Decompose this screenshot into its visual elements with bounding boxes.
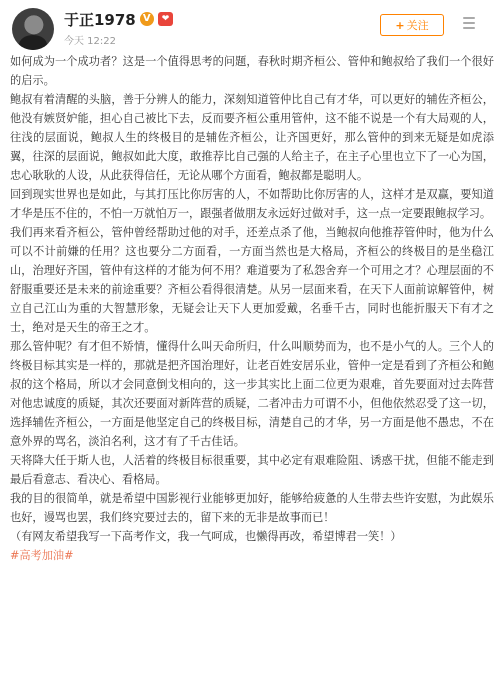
menu-icon[interactable] [458, 14, 480, 34]
verified-badge-icon: V [140, 12, 154, 26]
hashtag-line [10, 546, 494, 565]
post-paragraph: 鲍叔有着清醒的头脑，善于分辨人的能力，深刻知道管仲比自己有才华，可以更好的辅佐齐桓公，他没有嫉贤妒能，担心自己被比下去，反而要齐桓公重用管仲，这不能不说是一个有大局观的人，往浅的层面说，鲍叔人生的终极目的是辅佐齐桓公，让齐国更好，那么管仲的到来无疑是如虎添翼，往深的层面说，鲍叔如此大度，敢推荐比自己强的人给主子，在主子心里也立下了一心为国，忠心耿耿的人设，从此获得信任，无论从哪个方面看，鲍叔都是聪明人。 [10, 93, 494, 182]
follow-button[interactable] [380, 14, 444, 36]
plus-icon: + [395, 18, 405, 32]
post-paragraph: 回到现实世界也是如此，与其打压比你厉害的人，不如帮助比你厉害的人，这样才是双赢，要知道才华是压不住的，不怕一万就怕万一，跟强者做朋友永远好过做对手，这一点一定要跟鲍叔学习。 [10, 188, 494, 220]
post-header [0, 0, 500, 52]
post-meta [64, 32, 120, 47]
name-row [64, 9, 173, 29]
follow-label: 关注 [406, 19, 429, 32]
post-paragraph: 我的目的很简单，就是希望中国影视行业能够更加好，能够给疲惫的人生带去些许安慰，为此娱乐也好，谩骂也罢，我们终究要过去的，留下来的无非是故事而已！ [10, 492, 494, 524]
post-paragraph: 那么管仲呢？有才但不矫情，懂得什么叫天命所归，什么叫顺势而为，也不是小气的人。三个人的终极目标其实是一样的，那就是把齐国治理好，让老百姓安居乐业，管仲一定是看到了齐桓公和鲍叔的这个格局，所以才会同意倒戈相向的，这一步其实比上面二位更为艰难，首先要面对过去阵营对他忠诚度的质疑，其次还要面对新阵营的质疑，二者冲击力可谓不小，但他依然忍受了这一切，选择辅佐齐桓公，一方面是他坚定自己的终极目标，清楚自己的才华，另一方面是他不愚忠，不在意外界的骂名，淡泊名利，这才有了千古佳话。 [10, 340, 494, 448]
post-content [10, 52, 494, 565]
hashtag-link[interactable]: #高考加油# [10, 549, 74, 562]
post-paragraph: （有网友希望我写一下高考作文，我一气呵成，也懒得再改，希望博君一笑！） [10, 530, 402, 543]
username[interactable]: 于正1978 [64, 10, 136, 29]
post-time: 今天 12:22 [64, 36, 116, 47]
member-badge-icon: ❤ [158, 12, 174, 26]
post-paragraph: 如何成为一个成功者？这是一个值得思考的问题，春秋时期齐桓公、管仲和鲍叔给了我们一个很好的启示。 [10, 55, 494, 87]
post-paragraph: 天将降大任于斯人也，人活着的终极目标很重要，其中必定有艰难险阻、诱惑干扰，但能不能走到最后看意志、看决心、看格局。 [10, 454, 494, 486]
avatar[interactable] [12, 8, 54, 50]
post-paragraph: 我们再来看齐桓公，管仲曾经帮助过他的对手，还差点杀了他，当鲍叔向他推荐管仲时，他为什么可以不计前嫌的任用？这也要分二方面看，一方面当然也是大格局，齐桓公的终极目的是坐稳江山，治理好齐国，管仲有这样的才能为何不用？难道要为了私怨舍弃一个可用之才？心理层面的不舒服重要还是未来的前途重要？齐桓公看得很清楚。从另一层面来看，在天下人面前谅解管仲，树立自己江山为重的大智慧形象，无疑会让天下人更加爱戴，名垂千古，同时也能折服天下有才之士，绝对是天生的帝王之才。 [10, 226, 494, 334]
